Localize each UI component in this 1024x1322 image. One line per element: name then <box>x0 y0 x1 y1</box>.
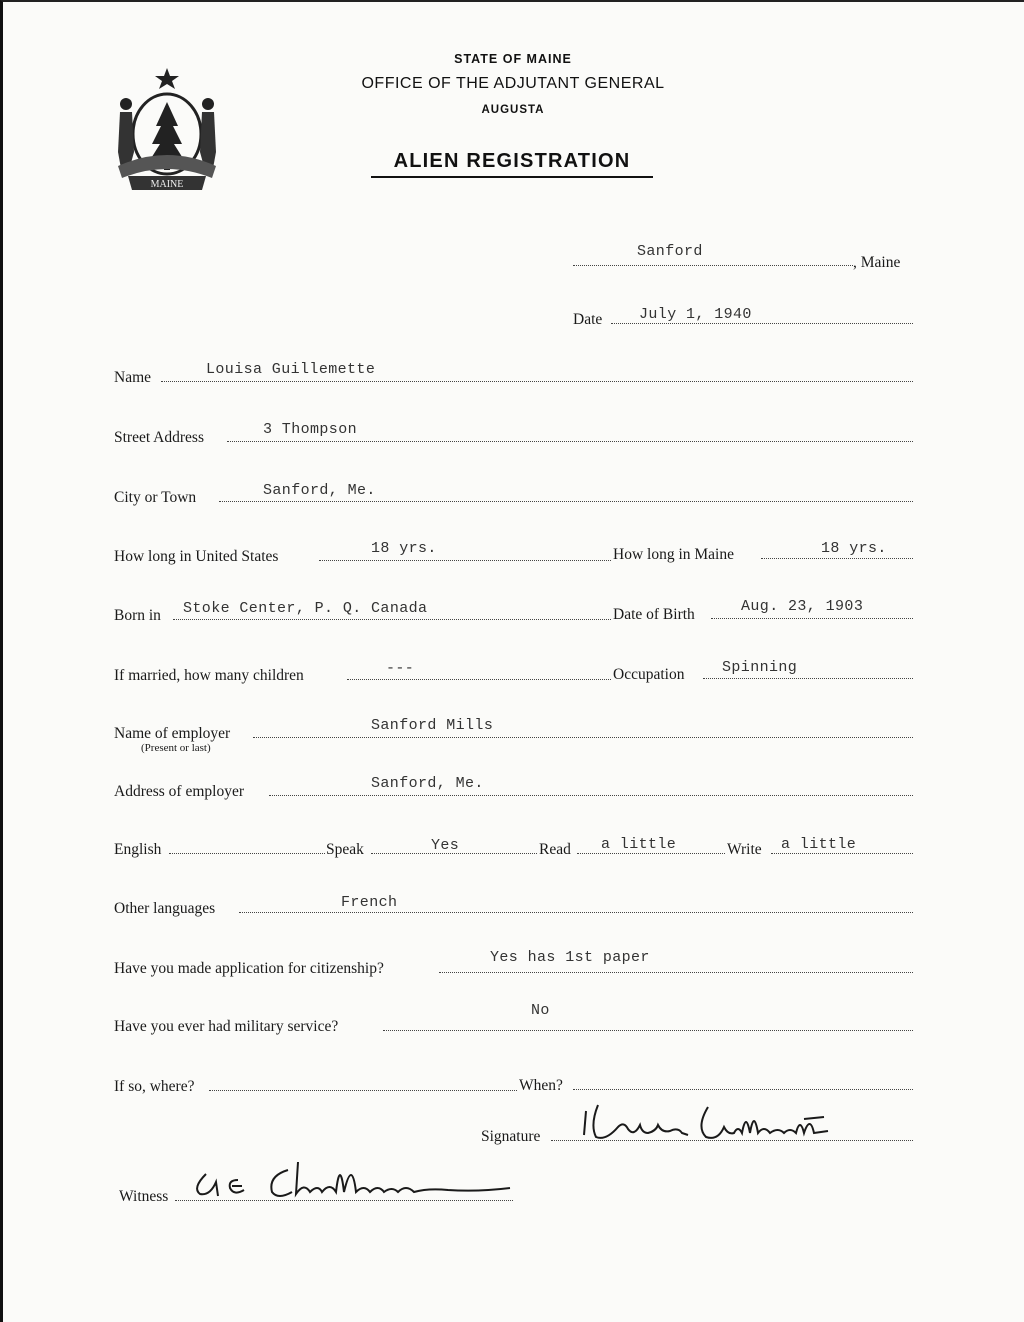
occupation-value[interactable]: Spinning <box>722 659 798 676</box>
citizenship-value[interactable]: Yes has 1st paper <box>490 949 650 966</box>
applicant-signature <box>578 1097 848 1147</box>
employer-address-line <box>269 795 913 796</box>
years-us-value[interactable]: 18 yrs. <box>371 540 437 557</box>
witness-signature <box>188 1152 518 1207</box>
speak-value[interactable]: Yes <box>431 837 460 854</box>
street-value[interactable]: 3 Thompson <box>263 421 358 438</box>
english-label: English <box>114 841 162 858</box>
maine-state-seal-icon <box>108 64 226 194</box>
svg-text:MAINE: MAINE <box>150 179 184 190</box>
born-in-label: Born in <box>114 607 161 624</box>
town-line <box>573 265 853 266</box>
employer-value[interactable]: Sanford Mills <box>371 717 494 734</box>
military-value[interactable]: No <box>531 1002 550 1019</box>
years-us-label: How long in United States <box>114 548 279 565</box>
speak-label: Speak <box>326 841 364 858</box>
occupation-label: Occupation <box>613 666 685 683</box>
military-label: Have you ever had military service? <box>114 1018 339 1035</box>
where-label: If so, where? <box>114 1078 195 1095</box>
years-maine-value[interactable]: 18 yrs. <box>821 540 887 557</box>
citizenship-label: Have you made application for citizenship? <box>114 960 384 977</box>
citizenship-line <box>439 972 913 973</box>
write-value[interactable]: a little <box>781 836 857 853</box>
other-languages-value[interactable]: French <box>341 894 398 911</box>
witness-label: Witness <box>119 1188 169 1205</box>
children-line <box>347 679 611 680</box>
read-label: Read <box>539 841 571 858</box>
other-languages-line <box>239 912 913 913</box>
when-label: When? <box>519 1077 563 1094</box>
write-label: Write <box>727 841 762 858</box>
city-label: City or Town <box>114 489 197 506</box>
children-value[interactable]: --- <box>386 660 415 677</box>
write-line <box>771 853 913 854</box>
born-in-value[interactable]: Stoke Center, P. Q. Canada <box>183 600 428 617</box>
city-value[interactable]: Sanford, Me. <box>263 482 376 499</box>
where-line <box>209 1090 517 1091</box>
dob-label: Date of Birth <box>613 606 695 623</box>
name-label: Name <box>114 369 152 386</box>
date-label: Date <box>573 311 603 328</box>
employer-address-value[interactable]: Sanford, Me. <box>371 775 484 792</box>
read-value[interactable]: a little <box>601 836 677 853</box>
read-line <box>577 853 725 854</box>
when-line <box>573 1089 913 1090</box>
name-value[interactable]: Louisa Guillemette <box>206 361 376 378</box>
years-maine-line <box>761 558 913 559</box>
office-heading: OFFICE OF THE ADJUTANT GENERAL <box>361 75 665 92</box>
occupation-line <box>703 678 913 679</box>
state-heading: STATE OF MAINE <box>454 52 572 66</box>
employer-label: Name of employer <box>114 725 231 742</box>
military-line <box>383 1030 913 1031</box>
street-line <box>227 441 913 442</box>
town-value[interactable]: Sanford <box>637 243 703 260</box>
years-maine-label: How long in Maine <box>613 546 734 563</box>
employer-line <box>253 737 913 738</box>
maine-suffix: , Maine <box>853 254 901 271</box>
born-in-line <box>173 619 611 620</box>
english-line <box>169 853 325 854</box>
date-line <box>611 323 913 324</box>
other-languages-label: Other languages <box>114 900 216 917</box>
city-heading: AUGUSTA <box>481 104 545 116</box>
form-title: ALIEN REGISTRATION <box>371 150 653 178</box>
children-label: If married, how many children <box>114 667 304 684</box>
city-line <box>219 501 913 502</box>
date-value[interactable]: July 1, 1940 <box>639 306 752 323</box>
signature-label: Signature <box>481 1128 541 1145</box>
street-label: Street Address <box>114 429 204 446</box>
employer-address-label: Address of employer <box>114 783 244 800</box>
dob-value[interactable]: Aug. 23, 1903 <box>741 598 864 615</box>
employer-sublabel: (Present or last) <box>141 742 211 754</box>
dob-line <box>711 618 913 619</box>
name-line <box>161 381 913 382</box>
years-us-line <box>319 560 611 561</box>
